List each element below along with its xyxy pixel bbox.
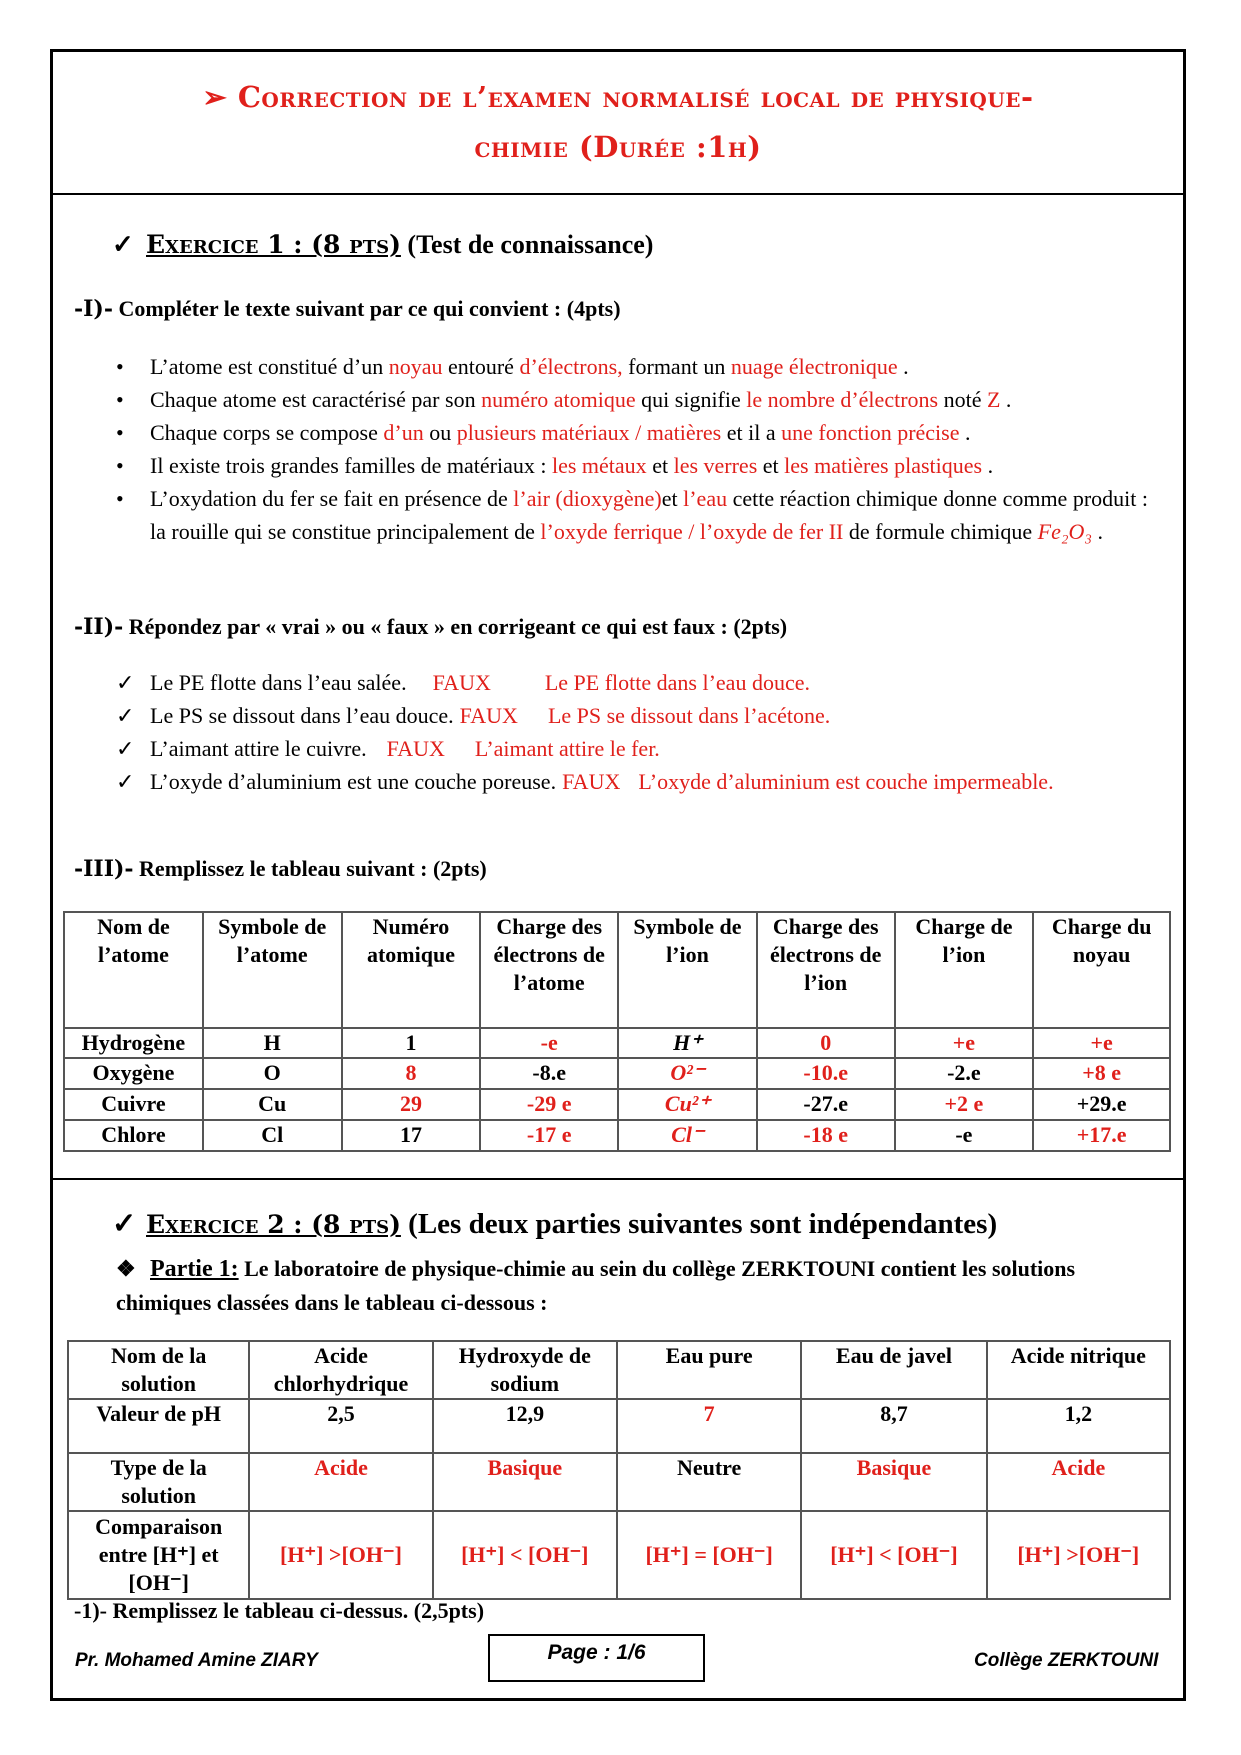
list-item: • L’oxydation du fer se fait en présence de l’air (dioxygène)et l’eau cette réaction chimique donne comme produit : la rouille qui se constitue principalement de l’oxyde ferrique / l’oxyde de fer II de formule chimique Fe₂O₃ . xyxy=(116,482,1156,548)
part2-heading xyxy=(74,614,787,640)
list-item: ✓ Le PE flotte dans l’eau salée. FAUX Le PE flotte dans l’eau douce. xyxy=(116,666,1156,699)
column-header: Symbole de l’ion xyxy=(618,912,757,1028)
column-header: Nom de l’atome xyxy=(64,912,203,1028)
page-number: Page : 1/6 xyxy=(488,1634,705,1682)
table-row: Valeur de pH 2,5 12,9 7 8,7 1,2 xyxy=(68,1399,1170,1453)
exercise1-subtitle: (Test de connaissance) xyxy=(407,230,654,259)
page-title-line2: chimie (Durée :1h) xyxy=(474,130,762,164)
table-row: Comparaison entre [H⁺] et [OH⁻] [H⁺] >[OH⁻] [H⁺] < [OH⁻] [H⁺] = [OH⁻] [H⁺] < [OH⁻] [H⁺] >[OH⁻] xyxy=(68,1511,1170,1599)
list-item: ✓ L’aimant attire le cuivre. FAUX L’aimant attire le fer. xyxy=(116,732,1156,765)
table-row: Type de la solution Acide Basique Neutre Basique Acide xyxy=(68,1453,1170,1511)
column-header: Charge du noyau xyxy=(1033,912,1170,1028)
solutions-table xyxy=(67,1340,1171,1600)
part2-list xyxy=(116,666,1156,798)
part1-heading xyxy=(74,296,621,322)
author-name: Pr. Mohamed Amine ZIARY xyxy=(75,1650,318,1671)
exercise2-label: Exercice 2 : (8 pts) xyxy=(146,1210,401,1239)
partie1-label: Partie 1: xyxy=(150,1256,239,1282)
part1-bullets xyxy=(116,350,1156,548)
header-divider xyxy=(50,193,1186,195)
column-header: Symbole de l’atome xyxy=(203,912,342,1028)
check-icon: ✓ xyxy=(112,230,134,259)
partie1-text: Le laboratoire de physique-chimie au sein du collège ZERKTOUNI contient les solutions chimiques classées dans le tableau ci-dessous : xyxy=(116,1256,1076,1315)
check-icon: ✓ xyxy=(116,736,135,761)
table-row: Hydrogène H 1 -e H⁺ 0 +e +e xyxy=(64,1028,1170,1058)
page-title-line1: ➢ Correction de l’examen normalisé local de physique- xyxy=(202,80,1034,114)
list-item: • Chaque corps se compose d’un ou plusieurs matériaux / matières et il a une fonction précise . xyxy=(116,416,1156,449)
part1-text: Compléter le texte suivant par ce qui convient : (4pts) xyxy=(118,296,621,321)
column-header: Charge des électrons de l’ion xyxy=(757,912,895,1028)
list-item: • Il existe trois grandes familles de matériaux : les métaux et les verres et les matières plastiques . xyxy=(116,449,1156,482)
school-name: Collège ZERKTOUNI xyxy=(974,1650,1159,1671)
question-1: -1)- Remplissez le tableau ci-dessus. (2,5pts) xyxy=(74,1598,485,1623)
exercise2-subtitle: (Les deux parties suivantes sont indépendantes) xyxy=(408,1208,998,1240)
column-header: Charge de l’ion xyxy=(895,912,1034,1028)
list-item: ✓ Le PS se dissout dans l’eau douce. FAUX Le PS se dissout dans l’acétone. xyxy=(116,699,1156,732)
table-row: Nom de la solution Acide chlorhydrique Hydroxyde de sodium Eau pure Eau de javel Acide nitrique xyxy=(68,1341,1170,1399)
exercise2-heading xyxy=(112,1206,997,1241)
check-icon: ✓ xyxy=(116,769,135,794)
list-item: • Chaque atome est caractérisé par son numéro atomique qui signifie le nombre d’électrons noté Z . xyxy=(116,383,1156,416)
part2-number: -II)- xyxy=(74,614,124,640)
table-row: Cuivre Cu 29 -29 e Cu²⁺ -27.e +2 e +29.e xyxy=(64,1089,1170,1120)
exercise1-label: Exercice 1 : (8 pts) xyxy=(146,230,401,259)
partie1-intro xyxy=(116,1252,1146,1320)
part3-number: -III)- xyxy=(74,856,134,882)
part3-text: Remplissez le tableau suivant : (2pts) xyxy=(139,856,487,881)
diamond-icon: ❖ xyxy=(116,1256,136,1281)
check-icon: ✓ xyxy=(112,1208,137,1240)
column-header: Numéro atomique xyxy=(342,912,481,1028)
table-row: Chlore Cl 17 -17 e Cl⁻ -18 e -e +17.e xyxy=(64,1120,1170,1151)
part1-number: -I)- xyxy=(74,296,113,322)
check-icon: ✓ xyxy=(116,670,135,695)
column-header: Charge des électrons de l’atome xyxy=(480,912,618,1028)
table-header-row xyxy=(64,912,1170,1028)
part3-heading xyxy=(74,856,487,882)
exercise-divider xyxy=(50,1178,1186,1180)
exercise1-heading xyxy=(112,230,653,260)
list-item: • L’atome est constitué d’un noyau entouré d’électrons, formant un nuage électronique . xyxy=(116,350,1156,383)
list-item: ✓ L’oxyde d’aluminium est une couche poreuse. FAUX L’oxyde d’aluminium est couche impermeable. xyxy=(116,765,1156,798)
check-icon: ✓ xyxy=(116,703,135,728)
formula-fe2o3: Fe₂O₃ xyxy=(1037,519,1093,544)
table-row: Oxygène O 8 -8.e O²⁻ -10.e -2.e +8 e xyxy=(64,1058,1170,1089)
atoms-table xyxy=(63,911,1171,1152)
part2-text: Répondez par « vrai » ou « faux » en corrigeant ce qui est faux : (2pts) xyxy=(128,614,788,639)
